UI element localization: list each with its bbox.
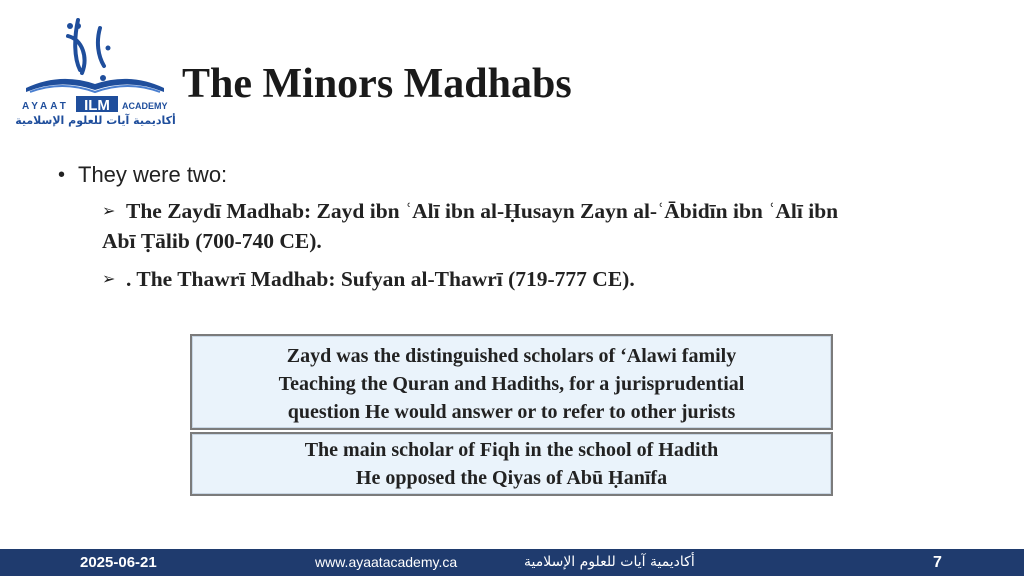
slide-number: 7 <box>933 554 942 571</box>
arrow-bullet-icon: ➢ <box>102 269 116 288</box>
info-box-thawri-line1: The main scholar of Fiqh in the school of Hadith <box>304 439 719 461</box>
info-box-zayd <box>190 334 833 430</box>
info-boxes <box>190 334 833 496</box>
logo-arabic-name: أكاديمية آيات للعلوم الإسلامية <box>15 114 176 127</box>
bullet-level1-text: They were two: <box>78 162 228 187</box>
bullet-list <box>58 160 998 294</box>
info-box-zayd-line2: Teaching the Quran and Hadiths, for a jurisprudential <box>278 373 745 395</box>
arrow-bullet-icon: ➢ <box>102 201 116 220</box>
info-box-zayd-line3: question He would answer or to refer to other jurists <box>287 401 736 423</box>
info-box-thawri-line2: He opposed the Qiyas of Abū Ḥanīfa <box>355 467 668 489</box>
footer-arabic-name: أكاديمية آيات للعلوم الإسلامية <box>524 554 695 570</box>
logo-left-text: AYAAT <box>22 101 69 112</box>
logo-emblem <box>8 18 183 114</box>
bullet-item-zaydi-line2: Abī Ṭālib (700-740 CE). <box>102 229 322 253</box>
slide-footer <box>0 549 1024 576</box>
academy-logo <box>8 18 183 136</box>
logo-right-text: ACADEMY <box>122 101 168 111</box>
footer-website: www.ayaatacademy.ca <box>315 554 458 570</box>
bullet-item-zaydi-line1: The Zaydī Madhab: Zayd ibn ʿAlī ibn al-Ḥusayn Zayn al-ʿĀbidīn ibn ʿAlī ibn <box>126 199 839 223</box>
info-box-zayd-line1: Zayd was the distinguished scholars of ‘Alawi family <box>286 345 737 367</box>
bullet-dot-icon: • <box>58 163 66 186</box>
bullet-item-zaydi <box>102 196 998 256</box>
bullet-item-thawri <box>102 264 998 294</box>
logo-ilm-text: ILM <box>84 97 110 114</box>
footer-date: 2025-06-21 <box>80 554 157 571</box>
slide-title: The Minors Madhabs <box>182 61 572 107</box>
info-box-thawri <box>190 432 833 496</box>
bullet-level1 <box>58 160 998 190</box>
bullet-item-thawri-text: . The Thawrī Madhab: Sufyan al-Thawrī (719-777 CE). <box>126 267 635 291</box>
